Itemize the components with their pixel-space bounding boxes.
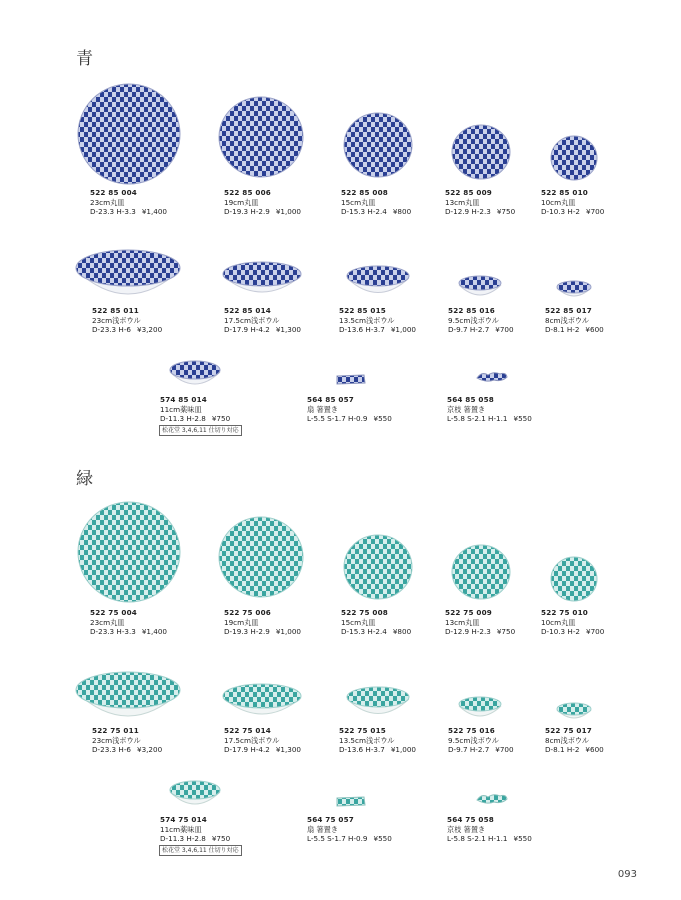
product-caption — [447, 395, 532, 424]
product-caption — [447, 815, 532, 844]
section-title-blue: 青 — [76, 49, 93, 69]
product-caption — [307, 815, 392, 844]
product-image-condiment-dish — [168, 360, 222, 390]
product-dims: D-9.7 H-2.7 — [448, 745, 490, 755]
product-caption — [90, 608, 167, 637]
product-code: 564 85 057 — [307, 395, 355, 404]
product-price: ¥800 — [392, 627, 412, 637]
product-dims: D-23.3 H-3.3 — [90, 207, 136, 217]
product-caption — [541, 608, 604, 637]
product-price: ¥700 — [495, 325, 514, 335]
product-name: 8cm浅ボウル — [545, 735, 590, 745]
product-caption — [448, 306, 514, 335]
product-code: 522 75 009 — [445, 608, 493, 617]
product-dims: L-5.5 S-1.7 H-0.9 — [307, 834, 368, 844]
product-code: 522 85 014 — [224, 306, 272, 315]
product-code: 522 75 017 — [545, 726, 593, 735]
product-code: 522 75 004 — [90, 608, 138, 617]
product-caption — [307, 395, 392, 424]
product-price: ¥700 — [586, 627, 605, 637]
product-image-bowl-17 — [221, 682, 303, 722]
product-dims: D-11.3 H-2.8 — [160, 414, 206, 424]
section-title-green: 緑 — [76, 469, 93, 489]
product-caption — [339, 726, 416, 755]
product-price: ¥1,000 — [275, 207, 302, 217]
product-image-plate-15 — [343, 112, 413, 178]
product-code: 522 75 006 — [224, 608, 272, 617]
product-caption — [545, 726, 604, 755]
product-price: ¥1,400 — [141, 627, 168, 637]
product-caption — [448, 726, 514, 755]
product-code: 522 85 008 — [341, 188, 389, 197]
product-name: 13.5cm浅ボウル — [339, 315, 395, 325]
product-code: 564 75 058 — [447, 815, 495, 824]
product-code: 522 85 010 — [541, 188, 589, 197]
product-code: 522 75 011 — [92, 726, 140, 735]
product-image-bowl-8 — [555, 280, 593, 302]
product-dims: D-9.7 H-2.7 — [448, 325, 490, 335]
product-code: 522 85 017 — [545, 306, 593, 315]
product-dims: D-13.6 H-3.7 — [339, 325, 385, 335]
product-price: ¥1,000 — [390, 745, 417, 755]
product-caption — [341, 188, 411, 217]
product-dims: D-8.1 H-2 — [545, 745, 580, 755]
product-name: 23cm浅ボウル — [92, 735, 141, 745]
product-dims: D-15.3 H-2.4 — [341, 627, 387, 637]
product-name: 11cm薬味皿 — [160, 404, 202, 414]
product-price: ¥1,300 — [275, 745, 302, 755]
product-caption — [92, 306, 162, 335]
product-dims: D-23.3 H-3.3 — [90, 627, 136, 637]
product-price: ¥750 — [496, 627, 516, 637]
product-image-plate-23 — [76, 82, 182, 186]
product-caption — [92, 726, 162, 755]
product-name: 19cm丸皿 — [224, 197, 259, 207]
product-name: 11cm薬味皿 — [160, 824, 202, 834]
product-price: ¥1,400 — [141, 207, 168, 217]
product-name: 15cm丸皿 — [341, 617, 376, 627]
product-price: ¥750 — [211, 834, 231, 844]
product-dims: D-11.3 H-2.8 — [160, 834, 206, 844]
product-name: 17.5cm浅ボウル — [224, 315, 280, 325]
product-dims: D-13.6 H-3.7 — [339, 745, 385, 755]
product-image-bowl-9 — [457, 696, 503, 722]
product-image-fan-chopstick-rest — [334, 794, 368, 810]
product-price: ¥550 — [513, 834, 532, 844]
product-dims: D-23.3 H-6 — [92, 745, 131, 755]
product-image-condiment-dish — [168, 780, 222, 810]
product-code: 522 85 015 — [339, 306, 387, 315]
product-price: ¥550 — [373, 834, 392, 844]
product-name: 15cm丸皿 — [341, 197, 376, 207]
product-name: 10cm丸皿 — [541, 197, 576, 207]
product-name: 扇 箸置き — [307, 404, 339, 414]
product-name: 23cm丸皿 — [90, 617, 125, 627]
product-price: ¥750 — [211, 414, 231, 424]
product-name: 13.5cm浅ボウル — [339, 735, 395, 745]
product-image-branch-chopstick-rest — [474, 790, 510, 808]
product-image-plate-13 — [451, 124, 511, 180]
product-price: ¥700 — [586, 207, 605, 217]
product-caption — [224, 608, 301, 637]
product-dims: D-8.1 H-2 — [545, 325, 580, 335]
product-caption — [339, 306, 416, 335]
product-code: 522 85 006 — [224, 188, 272, 197]
partition-note: 松花堂 3,4,6,11 仕切り対応 — [159, 845, 242, 856]
partition-note: 松花堂 3,4,6,11 仕切り対応 — [159, 425, 242, 436]
product-dims: D-10.3 H-2 — [541, 627, 580, 637]
product-caption — [160, 395, 230, 424]
product-image-bowl-23 — [74, 670, 182, 726]
product-code: 522 75 015 — [339, 726, 387, 735]
product-caption — [341, 608, 411, 637]
product-dims: D-19.3 H-2.9 — [224, 207, 270, 217]
product-code: 522 85 011 — [92, 306, 140, 315]
product-image-plate-10 — [550, 556, 598, 602]
product-price: ¥1,000 — [390, 325, 417, 335]
product-price: ¥3,200 — [137, 745, 163, 755]
product-dims: D-17.9 H-4.2 — [224, 325, 270, 335]
product-code: 522 75 016 — [448, 726, 496, 735]
product-image-plate-15 — [343, 534, 413, 600]
product-image-bowl-23 — [74, 248, 182, 304]
product-image-bowl-13 — [345, 265, 411, 301]
product-code: 522 85 004 — [90, 188, 138, 197]
product-caption — [445, 608, 515, 637]
product-caption — [224, 306, 301, 335]
product-image-bowl-17 — [221, 260, 303, 300]
product-price: ¥550 — [513, 414, 532, 424]
product-name: 8cm浅ボウル — [545, 315, 590, 325]
product-dims: D-15.3 H-2.4 — [341, 207, 387, 217]
product-dims: D-19.3 H-2.9 — [224, 627, 270, 637]
product-price: ¥550 — [373, 414, 392, 424]
product-code: 522 75 010 — [541, 608, 589, 617]
product-name: 京枝 箸置き — [447, 404, 486, 414]
product-name: 13cm丸皿 — [445, 197, 480, 207]
product-dims: D-23.3 H-6 — [92, 325, 131, 335]
product-code: 522 75 014 — [224, 726, 272, 735]
product-image-fan-chopstick-rest — [334, 372, 368, 388]
product-image-bowl-8 — [555, 702, 593, 724]
product-image-branch-chopstick-rest — [474, 368, 510, 386]
product-code: 574 85 014 — [160, 395, 208, 404]
product-name: 17.5cm浅ボウル — [224, 735, 280, 745]
product-image-bowl-13 — [345, 686, 411, 722]
product-image-plate-19 — [218, 516, 304, 598]
product-image-plate-19 — [218, 96, 304, 178]
product-price: ¥800 — [392, 207, 412, 217]
product-dims: D-10.3 H-2 — [541, 207, 580, 217]
product-price: ¥600 — [585, 325, 604, 335]
product-image-bowl-9 — [457, 275, 503, 301]
product-image-plate-23 — [76, 500, 182, 604]
product-price: ¥700 — [495, 745, 514, 755]
product-image-plate-13 — [451, 544, 511, 600]
product-name: 9.5cm浅ボウル — [448, 315, 499, 325]
product-price: ¥600 — [585, 745, 604, 755]
product-price: ¥3,200 — [137, 325, 163, 335]
product-name: 京枝 箸置き — [447, 824, 486, 834]
product-price: ¥750 — [496, 207, 516, 217]
product-caption — [541, 188, 604, 217]
product-name: 10cm丸皿 — [541, 617, 576, 627]
product-caption — [445, 188, 515, 217]
product-name: 扇 箸置き — [307, 824, 339, 834]
product-caption — [90, 188, 167, 217]
product-code: 574 75 014 — [160, 815, 208, 824]
product-dims: D-12.9 H-2.3 — [445, 207, 491, 217]
product-dims: D-12.9 H-2.3 — [445, 627, 491, 637]
product-dims: L-5.8 S-2.1 H-1.1 — [447, 414, 508, 424]
product-name: 19cm丸皿 — [224, 617, 259, 627]
product-code: 564 75 057 — [307, 815, 355, 824]
product-caption — [224, 726, 301, 755]
product-dims: L-5.5 S-1.7 H-0.9 — [307, 414, 368, 424]
product-name: 23cm浅ボウル — [92, 315, 141, 325]
product-name: 13cm丸皿 — [445, 617, 480, 627]
product-name: 23cm丸皿 — [90, 197, 125, 207]
product-price: ¥1,300 — [275, 325, 302, 335]
product-code: 522 85 009 — [445, 188, 493, 197]
page-number: 093 — [617, 869, 637, 880]
product-caption — [160, 815, 230, 844]
product-image-plate-10 — [550, 135, 598, 181]
product-code: 522 75 008 — [341, 608, 389, 617]
product-dims: D-17.9 H-4.2 — [224, 745, 270, 755]
product-price: ¥1,000 — [275, 627, 302, 637]
product-caption — [224, 188, 301, 217]
product-dims: L-5.8 S-2.1 H-1.1 — [447, 834, 508, 844]
product-code: 522 85 016 — [448, 306, 496, 315]
product-caption — [545, 306, 604, 335]
product-name: 9.5cm浅ボウル — [448, 735, 499, 745]
product-code: 564 85 058 — [447, 395, 495, 404]
